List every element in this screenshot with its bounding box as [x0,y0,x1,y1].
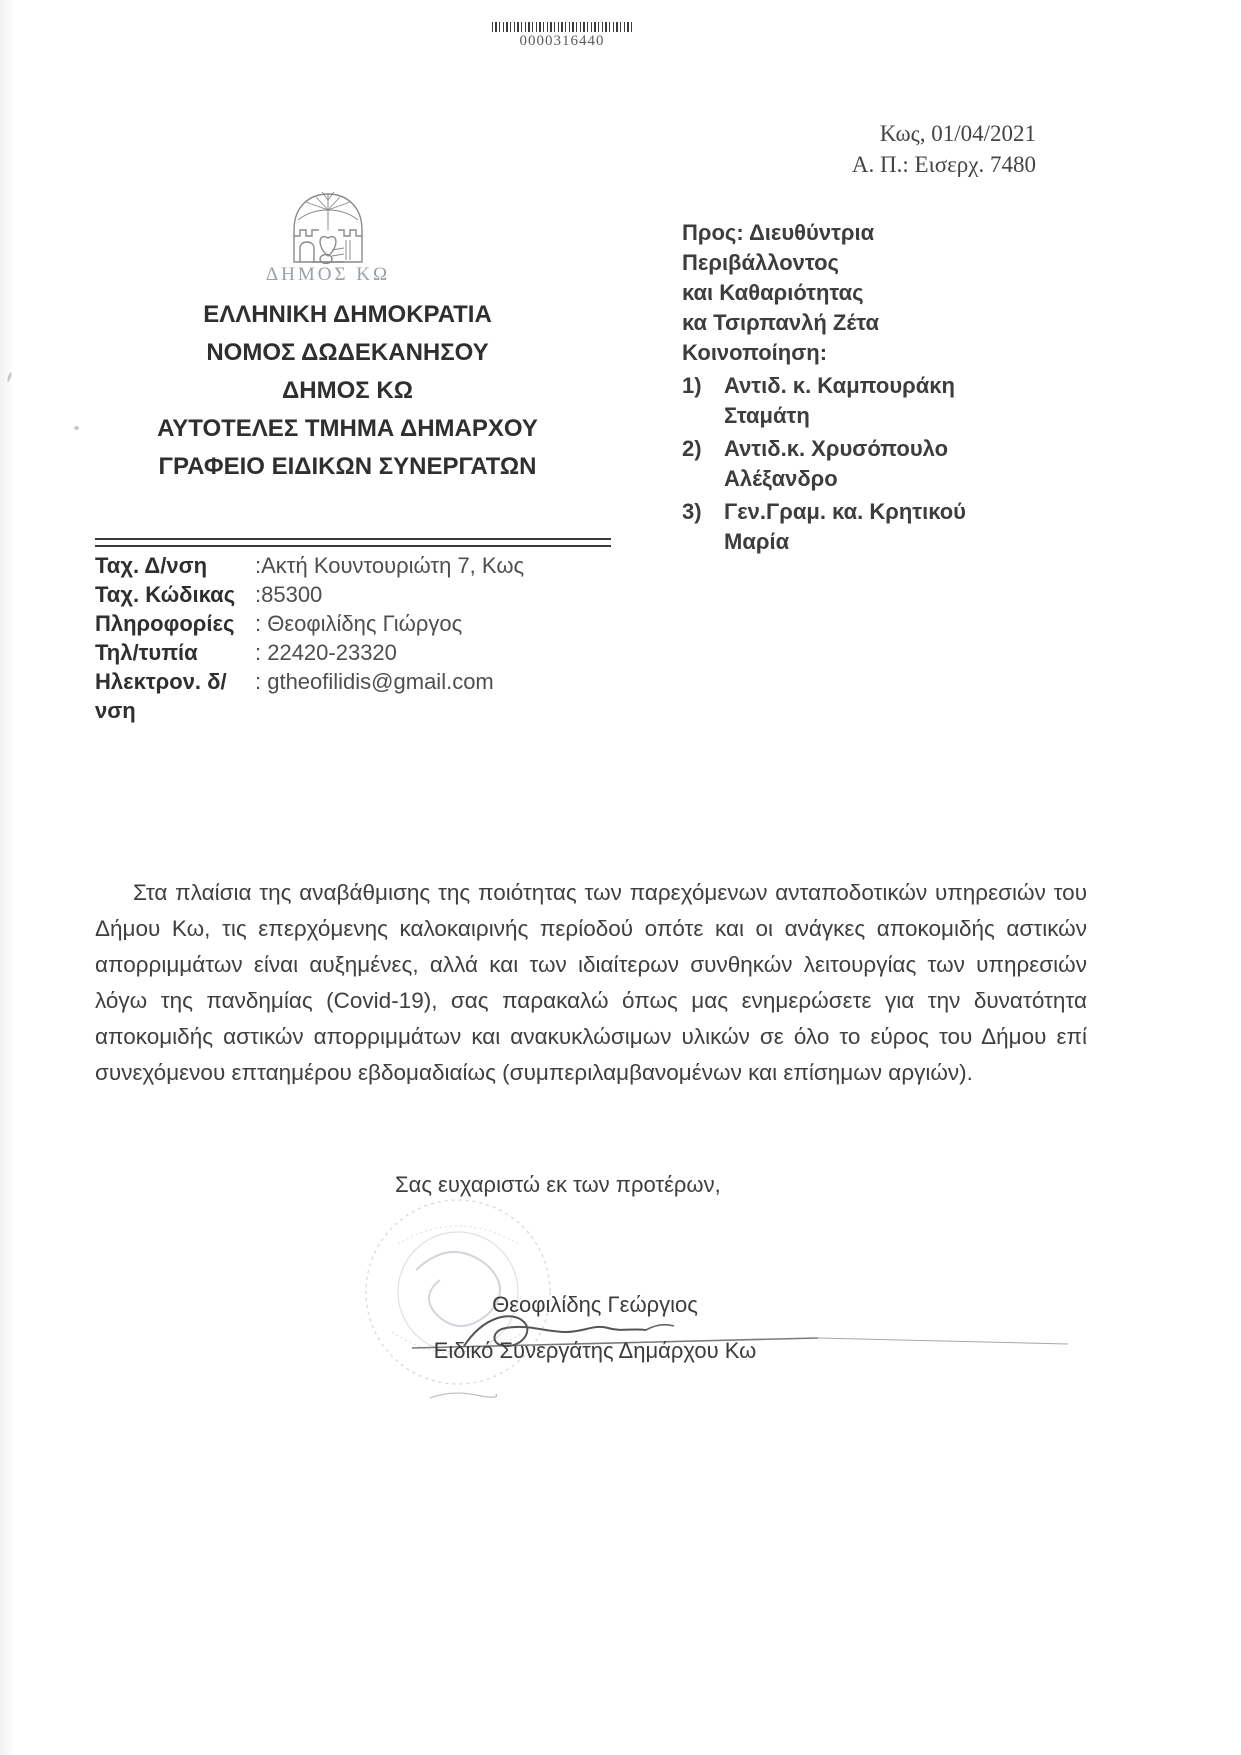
contact-label: Πληροφορίες [95,611,235,636]
letterhead-line-department: ΑΥΤΟΤΕΛΕΣ ΤΜΗΜΑ ΔΗΜΑΡΧΟΥ [157,415,538,442]
cc-item-text: Γεν.Γραμ. κα. Κρητικού Μαρία [724,499,966,554]
cc-item [682,434,1032,494]
place-date: Κως, 01/04/2021 [879,121,1036,146]
contact-label: Ηλεκτρον. δ/νση [95,669,227,723]
letter-body: Στα πλαίσια της αναβάθμισης της ποιότητας των παρεχόμενων ανταποδοτικών υπηρεσιών του Δήμου Κω, τις επερχόμενης καλοκαιρινής περίοδού οπότε και οι ανάγκες αποκομιδής αστικών απορριμμάτων είναι αυξημένες, αλλά και των ιδιαίτερων συνθηκών λειτουργίας των υπηρεσιών λόγω της πανδημίας (Covid-19), σας παρακαλώ όπως μας ενημερώσετε για την δυνατότητα αποκομιδής αστικών απορριμμάτων και ανακυκλώσιμων υλικών σε όλο το εύρος του Δήμου επί συνεχόμενου επταημέρου εβδομαδιαίως (συμπεριλαμβανομένων και επίσημων αργιών). [95,879,1087,1085]
cc-item [682,371,1032,431]
letterhead [95,296,600,486]
contact-label: Ταχ. Δ/νση [95,553,208,578]
signer-name: Θεοφιλίδης Γεώργιος [492,1292,698,1317]
contact-row-email [95,667,615,725]
contact-value: : Θεοφιλίδης Γιώργος [255,611,463,636]
contact-value: :Ακτή Κουντουριώτη 7, Κως [255,553,525,578]
barcode-number: 0000316440 [519,33,605,49]
contact-label: Τηλ/τυπία [95,640,198,665]
closing-line: Σας ευχαριστώ εκ των προτέρων, [395,1172,721,1197]
cc-item-text: Αντιδ.κ. Χρυσόπουλο [724,436,949,461]
contact-label: Ταχ. Κώδικας [95,582,236,607]
contact-info-block [95,551,615,725]
cc-item [682,497,1032,557]
cc-item-number: 1) [682,373,702,398]
municipality-emblem-icon [286,190,370,264]
letterhead-line-municipality: ΔΗΜΟΣ ΚΩ [282,377,413,404]
recipient-line-1: Προς: Διευθύντρια Περιβάλλοντος [682,220,875,275]
barcode-bars-icon [492,22,632,32]
contact-value: : gtheofilidis@gmail.com [255,669,494,694]
barcode [487,22,637,50]
cc-item-text-line2: Αλέξανδρο [724,466,838,491]
letterhead-line-republic: ΕΛΛΗΝΙΚΗ ΔΗΜΟΚΡΑΤΙΑ [203,301,492,328]
cc-item-number: 3) [682,499,702,524]
protocol-number: Α. Π.: Εισερχ. 7480 [851,152,1036,177]
contact-value: : 22420-23320 [255,640,397,665]
contact-row-information [95,609,615,638]
scan-artifact [428,1388,498,1402]
recipient-line-3: κα Τσιρπανλή Ζέτα [682,310,880,335]
contact-row-address [95,551,615,580]
letterhead-line-office: ΓΡΑΦΕΙΟ ΕΙΔΙΚΩΝ ΣΥΝΕΡΓΑΤΩΝ [158,453,537,480]
cc-item-number: 2) [682,436,702,461]
date-protocol-block [676,118,1036,180]
letterhead-line-prefecture: ΝΟΜΟΣ ΔΩΔΕΚΑΝΗΣΟΥ [206,339,489,366]
contact-row-postcode [95,580,615,609]
emblem-caption: ΔΗΜΟΣ ΚΩ [265,264,391,285]
letterhead-divider [95,538,611,547]
cc-label: Κοινοποίηση: [682,340,828,365]
recipient-line-2: και Καθαριότητας [682,280,864,305]
contact-row-phone [95,638,615,667]
cc-item-text: Αντιδ. κ. Καμπουράκη Σταμάτη [724,373,955,428]
scan-edge-shadow [0,0,14,1755]
scan-artifact [74,426,79,430]
contact-value: :85300 [255,582,323,607]
recipients-block [682,218,1032,557]
signer-title: Ειδικό Συνεργάτης Δημάρχου Κω [433,1338,757,1363]
